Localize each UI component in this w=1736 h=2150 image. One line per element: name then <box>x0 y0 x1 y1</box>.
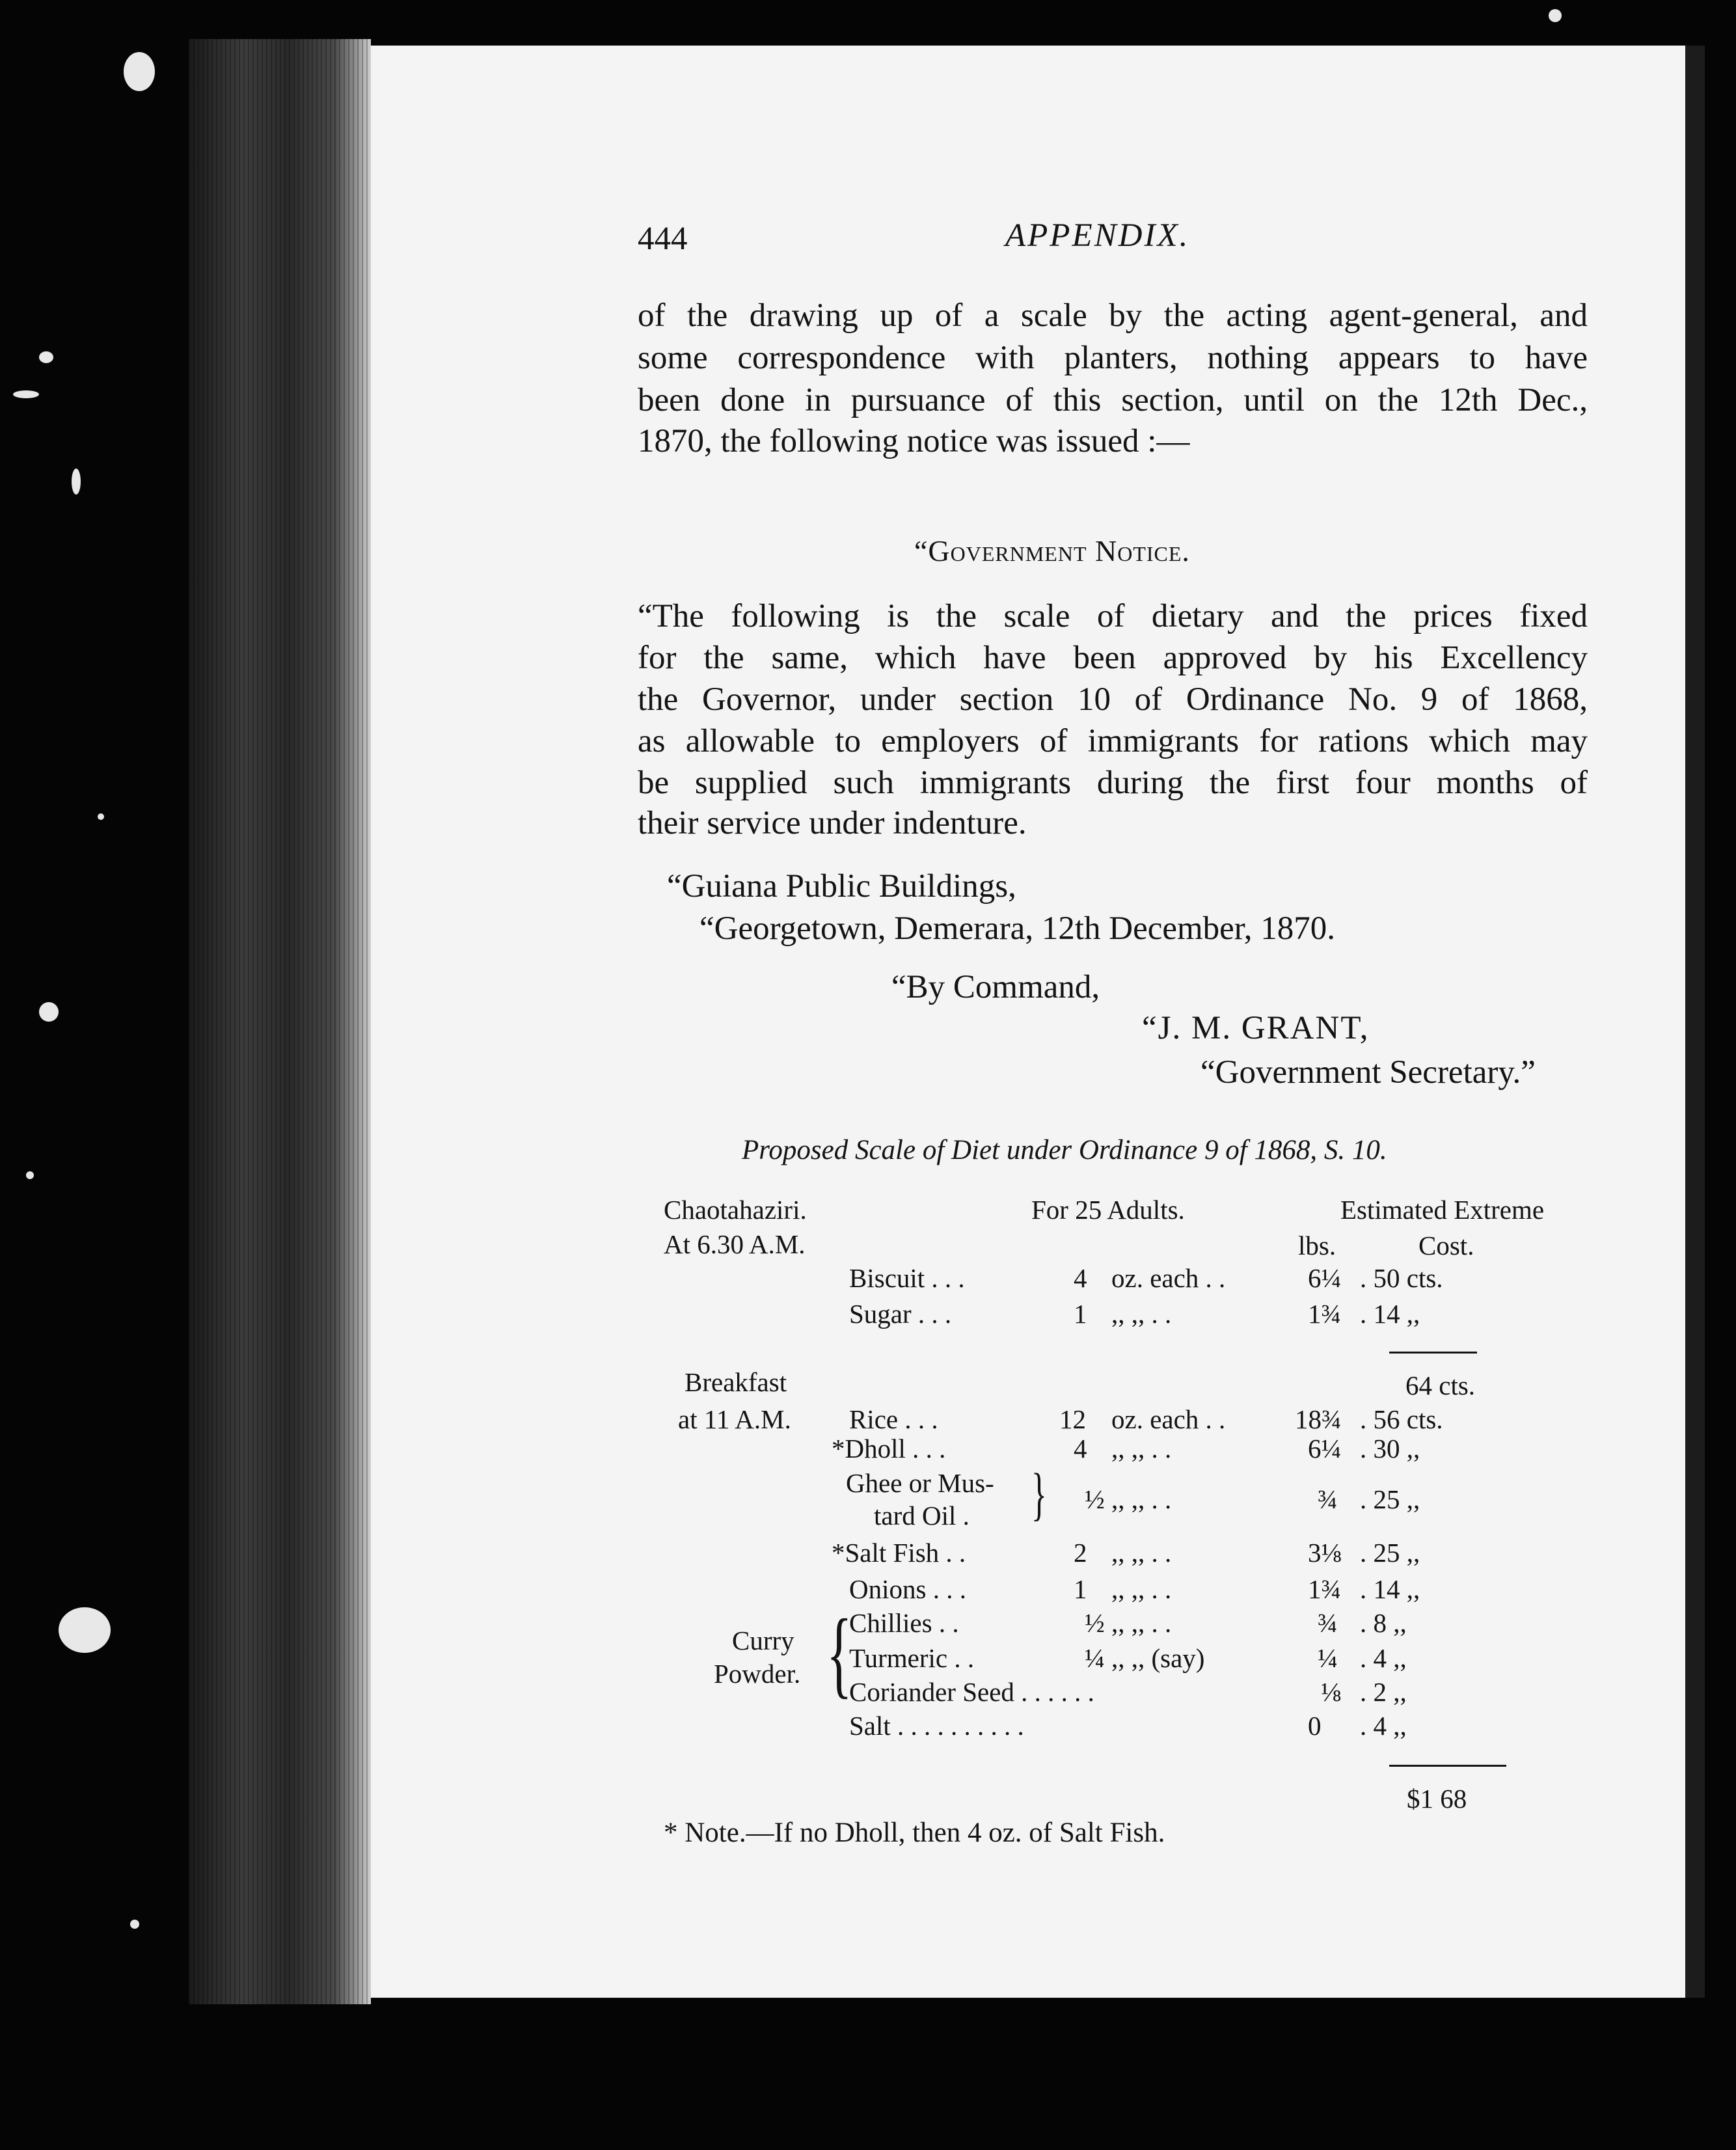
item-qty: 4 <box>1074 1434 1087 1463</box>
item-name: Chillies . . <box>849 1608 959 1638</box>
item-lbs: 1¾ <box>1308 1574 1342 1604</box>
item-unit: ,, ,, . . <box>1111 1538 1172 1568</box>
book-gutter-edge <box>1685 46 1705 1998</box>
total-rule <box>1389 1765 1506 1767</box>
item-lbs: 6¼ <box>1308 1434 1342 1463</box>
item-unit: oz. each . . <box>1111 1263 1226 1293</box>
item-unit: ,, ,, . . <box>1111 1608 1172 1638</box>
item-name: Coriander Seed . . . . . . <box>849 1677 1094 1707</box>
item-cost: . 8 ,, <box>1360 1608 1407 1638</box>
item-cost: . 56 cts. <box>1360 1404 1443 1434</box>
item-cost: . 14 ,, <box>1360 1574 1420 1604</box>
notice-line: the Governor, under section 10 of Ordinance No. 9 of 1868, <box>638 681 1588 718</box>
intro-line: some correspondence with planters, nothing appears to have <box>638 340 1588 376</box>
item-lbs: 6¼ <box>1308 1263 1342 1293</box>
item-cost: . 25 ,, <box>1360 1484 1420 1514</box>
item-qty: 1 <box>1074 1299 1087 1329</box>
item-cost: . 4 ,, <box>1360 1643 1407 1673</box>
item-qty: 12 <box>1059 1404 1086 1434</box>
book-page-edge-texture <box>189 39 371 2004</box>
item-name: Turmeric . . <box>849 1643 975 1673</box>
item-cost: . 50 cts. <box>1360 1263 1443 1293</box>
scan-speck <box>98 813 104 820</box>
right-brace-icon: } <box>1031 1462 1047 1527</box>
item-unit: ,, ,, . . <box>1111 1299 1172 1329</box>
signatory-title: “Government Secretary.” <box>1200 1054 1536 1091</box>
item-unit: ,, ,, (say) <box>1111 1643 1205 1673</box>
item-unit: ,, ,, . . <box>1111 1574 1172 1604</box>
item-qty: 2 <box>1074 1538 1087 1568</box>
scan-speck <box>26 1171 34 1179</box>
item-lbs: ¾ <box>1318 1608 1338 1638</box>
table-caption: Proposed Scale of Diet under Ordinance 9 of 1868, S. 10. <box>742 1135 1387 1165</box>
scan-speck <box>39 351 53 363</box>
item-cost: . 2 ,, <box>1360 1677 1407 1707</box>
item-cost: . 30 ,, <box>1360 1434 1420 1463</box>
item-name: *Dholl . . . <box>832 1434 946 1463</box>
item-name: Salt . . . . . . . . . . <box>849 1711 1024 1741</box>
item-cost: . 25 ,, <box>1360 1538 1420 1568</box>
footnote: * Note.—If no Dholl, then 4 oz. of Salt Fish. <box>664 1817 1165 1848</box>
item-lbs: ¾ <box>1318 1484 1338 1514</box>
scan-speck <box>130 1920 139 1929</box>
curry-label-2: Powder. <box>714 1659 801 1689</box>
notice-heading: “Government Notice. <box>914 534 1190 567</box>
item-unit: ,, ,, . . <box>1111 1484 1172 1514</box>
item-unit: ,, ,, . . <box>1111 1434 1172 1463</box>
notice-line: for the same, which have been approved by his Excellency <box>638 640 1588 676</box>
scan-speck <box>124 52 155 91</box>
scan-speck <box>13 390 39 398</box>
scan-speck <box>1549 9 1562 22</box>
page-number: 444 <box>638 221 688 257</box>
item-lbs: 3⅛ <box>1308 1538 1342 1568</box>
subtotal-rule <box>1389 1352 1477 1354</box>
item-name: Rice . . . <box>849 1404 938 1434</box>
meal1-label: Chaotahaziri. <box>664 1195 807 1225</box>
item-lbs: 0 <box>1308 1711 1322 1741</box>
col-header-cost: Cost. <box>1418 1231 1474 1260</box>
item-cost: . 14 ,, <box>1360 1299 1420 1329</box>
item-name: Biscuit . . . <box>849 1263 965 1293</box>
scan-speck <box>59 1607 111 1653</box>
item-name: *Salt Fish . . <box>832 1538 966 1568</box>
item-qty: ½ <box>1085 1608 1105 1638</box>
subtotal: 64 cts. <box>1405 1370 1476 1400</box>
col-header-lbs: lbs. <box>1298 1231 1336 1260</box>
item-qty: ¼ <box>1085 1643 1105 1673</box>
running-title: APPENDIX. <box>1005 217 1190 254</box>
item-lbs: 18¾ <box>1295 1404 1342 1434</box>
notice-address-2: “Georgetown, Demerara, 12th December, 1870. <box>699 910 1335 947</box>
item-qty: 4 <box>1074 1263 1087 1293</box>
item-name: Onions . . . <box>849 1574 966 1604</box>
intro-line: 1870, the following notice was issued :— <box>638 423 1190 459</box>
grand-total: $1 68 <box>1407 1784 1467 1814</box>
item-name: Sugar . . . <box>849 1299 952 1329</box>
item-cost: . 4 ,, <box>1360 1711 1407 1741</box>
item-qty: 1 <box>1074 1574 1087 1604</box>
scan-speck <box>72 469 81 495</box>
notice-address-1: “Guiana Public Buildings, <box>667 868 1016 905</box>
intro-line: been done in pursuance of this section, until on the 12th Dec., <box>638 382 1588 418</box>
item-lbs: ⅛ <box>1321 1677 1341 1707</box>
item-unit: oz. each . . <box>1111 1404 1226 1434</box>
meal1-time: At 6.30 A.M. <box>664 1229 806 1259</box>
by-command: “By Command, <box>891 969 1100 1005</box>
meal2-label: Breakfast <box>685 1367 787 1397</box>
item-qty: ½ <box>1085 1484 1105 1514</box>
left-brace-icon: { <box>826 1599 852 1708</box>
curry-label: Curry <box>732 1626 794 1655</box>
item-lbs: 1¾ <box>1308 1299 1342 1329</box>
item-name: Ghee or Mus- <box>846 1468 994 1498</box>
item-name-cont: tard Oil . <box>874 1501 970 1531</box>
notice-line: their service under indenture. <box>638 805 1027 841</box>
col-header-estimated: Estimated Extreme <box>1340 1195 1545 1225</box>
notice-line: be supplied such immigrants during the first four months of <box>638 765 1588 801</box>
meal2-time: at 11 A.M. <box>678 1404 791 1434</box>
signatory: “J. M. GRANT, <box>1142 1010 1370 1046</box>
intro-line: of the drawing up of a scale by the acting agent-general, and <box>638 297 1588 334</box>
notice-line: “The following is the scale of dietary and the prices fixed <box>638 598 1588 634</box>
notice-line: as allowable to employers of immigrants for rations which may <box>638 723 1588 759</box>
col-header-for: For 25 Adults. <box>1031 1195 1185 1225</box>
scan-speck <box>39 1002 59 1022</box>
item-lbs: ¼ <box>1318 1643 1338 1673</box>
